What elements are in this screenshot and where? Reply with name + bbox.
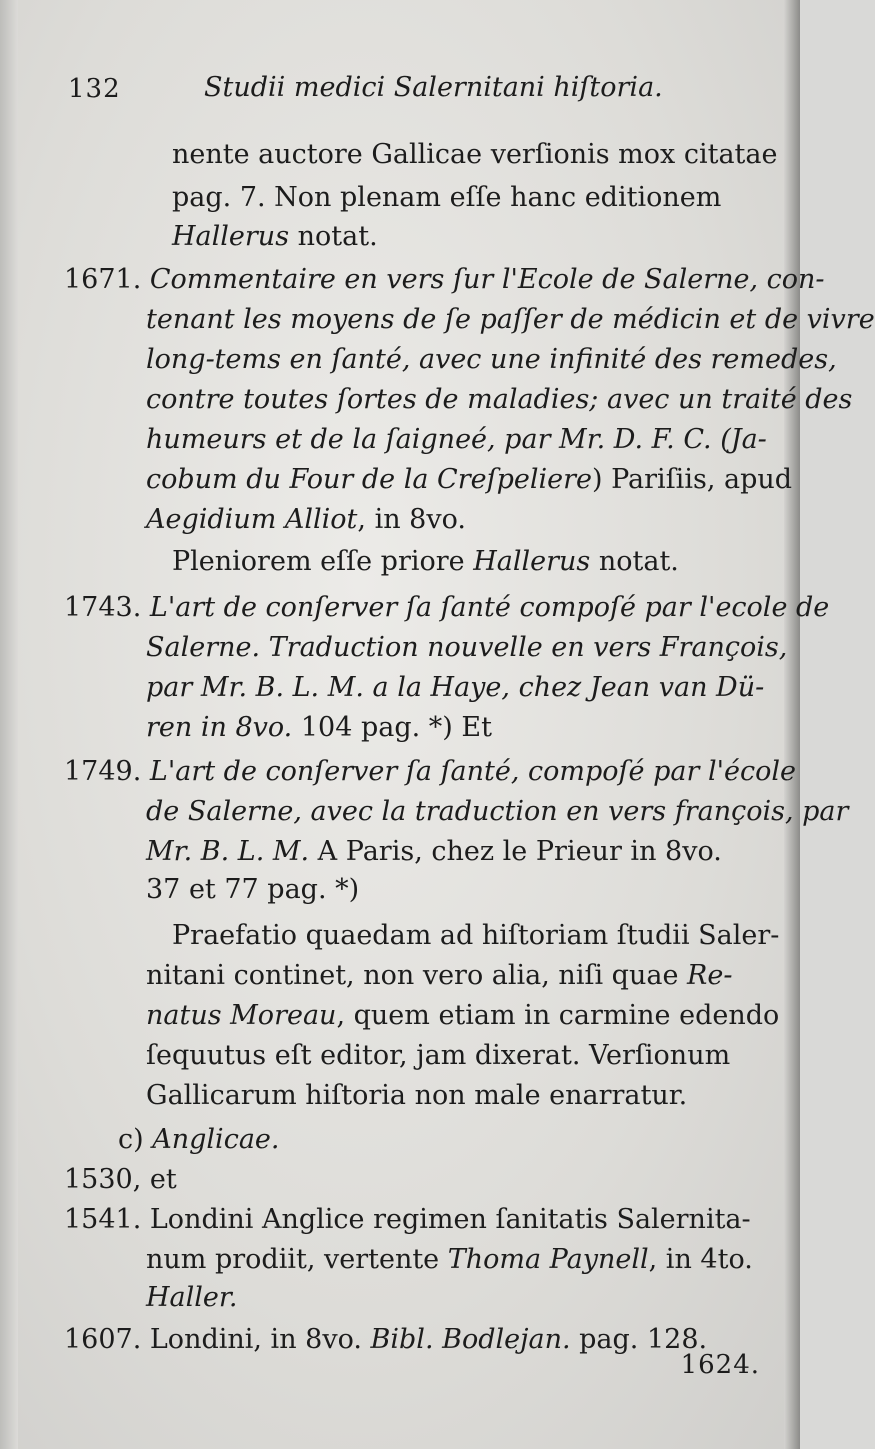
- text-line: par Mr. B. L. M. a la Haye, chez Jean van Dü-: [146, 672, 765, 703]
- text-line: humeurs et de la ſaigneé, par Mr. D. F. C. (Ja-: [146, 424, 767, 455]
- text-line: [64, 590, 829, 626]
- text-line: de Salerne, avec la traduction en vers françois, par: [146, 796, 849, 827]
- text-line: [146, 998, 779, 1034]
- italic-run: Aegidium Alliot: [146, 504, 358, 535]
- roman-run: Pleniorem eſſe priore: [172, 546, 474, 577]
- roman-run: pag. 128.: [570, 1324, 708, 1355]
- roman-run: 1607. Londini, in 8vo.: [64, 1324, 371, 1355]
- text-line: 1541. Londini Anglice regimen ſanitatis Salernita-: [64, 1204, 751, 1235]
- italic-run: Bibl. Bodlejan.: [370, 1324, 571, 1355]
- italic-run: cobum du Four de la Creſpeliere: [146, 464, 592, 495]
- text-line: [172, 219, 378, 255]
- roman-run: 104 pag. *) Et: [300, 712, 492, 743]
- italic-run: L'art de conſerver ſa ſanté, compoſé par l'école: [149, 756, 797, 787]
- italic-run: Hallerus: [172, 221, 290, 252]
- roman-run: , in 8vo.: [357, 504, 466, 535]
- page-right-edge: [784, 0, 800, 1449]
- italic-run: Thoma Paynell: [447, 1244, 649, 1275]
- roman-run: , quem etiam in carmine edendo: [336, 1000, 780, 1031]
- roman-run: ) Pariſiis, apud: [591, 464, 793, 495]
- italic-run: Anglicae.: [152, 1124, 280, 1155]
- italic-run: Hallerus: [473, 546, 591, 577]
- page-number: 132: [68, 74, 121, 104]
- catchword: 1624.: [680, 1350, 760, 1380]
- roman-run: 1743.: [64, 592, 150, 623]
- italic-run: Commentaire en vers ſur l'Ecole de Salerne, con-: [149, 264, 825, 295]
- text-line: long-tems en ſanté, avec une infinité des remedes,: [146, 344, 837, 375]
- text-line: 1530, et: [64, 1164, 177, 1195]
- roman-run: , in 4to.: [648, 1244, 753, 1275]
- italic-run: L'art de conſerver ſa ſanté compoſé par l'ecole de: [149, 592, 830, 623]
- text-line: [146, 502, 466, 538]
- text-line: [64, 754, 796, 790]
- text-line: [64, 262, 825, 298]
- italic-run: natus Moreau: [146, 1000, 337, 1031]
- text-line: 37 et 77 pag. *): [146, 874, 360, 905]
- text-line: ſequutus eſt editor, jam dixerat. Verſionum: [146, 1040, 731, 1071]
- text-line: Salerne. Traduction nouvelle en vers François,: [146, 632, 788, 663]
- italic-run: ren in 8vo.: [146, 712, 301, 743]
- text-line: nente auctore Gallicae verſionis mox citatae: [172, 139, 778, 170]
- page-header: [68, 70, 760, 110]
- running-title: Studii medici Salernitani hiſtoria.: [204, 72, 663, 103]
- text-line: tenant les moyens de ſe paſſer de médicin et de vivre: [146, 304, 875, 335]
- text-line: contre toutes ſortes de maladies; avec un traité des: [146, 384, 853, 415]
- text-line: Gallicarum hiſtoria non male enarratur.: [146, 1080, 688, 1111]
- roman-run: notat.: [289, 221, 378, 252]
- roman-run: A Paris, chez le Prieur in 8vo.: [309, 836, 722, 867]
- roman-run: nitani continet, non vero alia, niſi quae: [146, 960, 688, 991]
- text-line: [146, 958, 732, 994]
- italic-run: Mr. B. L. M.: [146, 836, 310, 867]
- roman-run: 1749.: [64, 756, 150, 787]
- text-line: [146, 710, 492, 746]
- text-line: [172, 544, 679, 580]
- text-line: [146, 462, 792, 498]
- roman-run: notat.: [590, 546, 679, 577]
- page-left-edge: [0, 0, 18, 1449]
- text-line: [64, 1322, 707, 1358]
- text-line: Praefatio quaedam ad hiſtoriam ſtudii Saler-: [172, 920, 780, 951]
- roman-run: num prodiit, vertente: [146, 1244, 448, 1275]
- text-line: pag. 7. Non plenam eſſe hanc editionem: [172, 182, 722, 213]
- roman-run: c): [118, 1124, 153, 1155]
- text-line: [118, 1122, 279, 1158]
- italic-run: Re-: [687, 960, 733, 991]
- text-line: [146, 834, 722, 870]
- roman-run: 1671.: [64, 264, 150, 295]
- text-line: [146, 1242, 753, 1278]
- text-line: Haller.: [146, 1282, 238, 1313]
